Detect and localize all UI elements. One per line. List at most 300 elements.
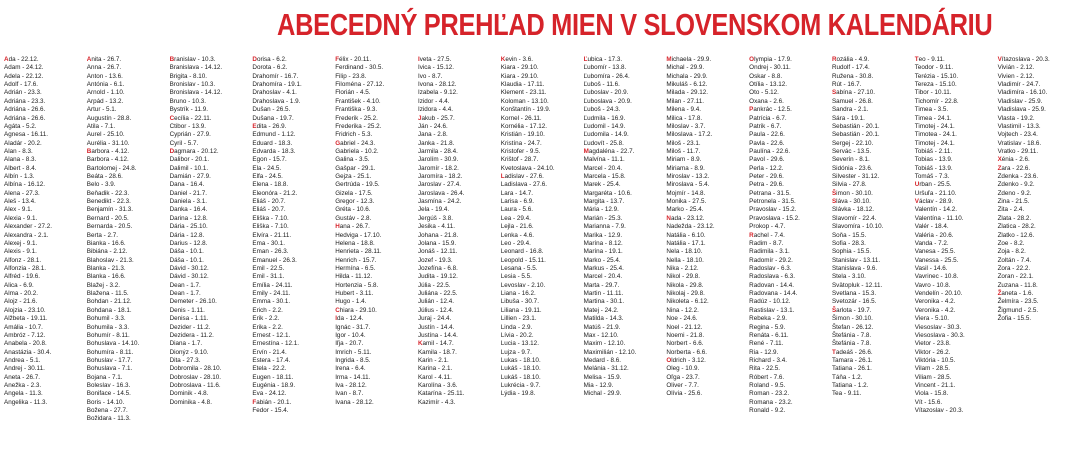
name-entry: Alma - 20.2. [4,290,38,298]
name-entry: Dáša - 10.1. [169,248,204,256]
name-entry: Slavomír - 22.4. [831,214,877,222]
name-entry: Radovana - 14.4. [749,290,798,298]
name-entry: Samuel - 26.8. [831,97,873,105]
name-entry: Olympia - 17.9. [749,56,792,63]
name-entry: Benjamín - 31.3. [86,206,133,214]
name-entry: Vratko - 29.11. [997,147,1039,155]
name-entry: Miloš - 11.7. [666,147,701,155]
name-entry: Jana - 2.8. [417,131,448,139]
name-entry: Imrich - 5.11. [335,348,372,356]
name-entry: Štefánia - 7.8. [831,340,872,348]
name-entry: Vasil - 14.6. [914,264,948,272]
name-entry: Viera - 5.10. [914,315,949,323]
name-entry: Roland - 9.5. [749,382,786,390]
name-entry: Noel - 21.12. [666,323,703,331]
name-entry: Elena - 18.8. [252,181,289,189]
name-entry: Bernarda - 20.5. [86,223,133,231]
name-entry: Valentína - 11.10. [914,214,964,222]
name-entry: Matej - 24.2. [583,306,619,314]
name-entry: Aleš - 13.4. [4,198,36,206]
name-entry: Norberta - 6.6. [666,348,707,356]
name-entry: Pankrác - 12.5. [749,106,792,114]
name-entry: Tobiáš - 2.11. [914,147,953,155]
names-grid [4,56,1050,462]
name-entry: Regina - 5.9. [749,323,786,331]
name-entry: Eleonóra - 21.2. [252,189,298,197]
name-entry: Judita - 19.12. [417,273,458,281]
name-entry: Izabela - 9.12. [417,89,458,97]
name-entry: Eugénia - 18.9. [252,382,296,390]
name-entry: Vendelín - 20.10. [914,290,963,298]
name-entry: Hugo - 1.4. [335,298,367,306]
name-entry: Ema - 30.1. [252,239,285,247]
name-entry: Lucia - 13.12. [500,340,539,348]
name-entry: Vavrinec - 10.8. [914,273,959,281]
name-entry: Nika - 2.12. [666,264,699,272]
name-entry: Marko - 25.4. [583,256,621,264]
name-entry: Vivián - 2.12. [997,64,1035,72]
name-entry: Blažena - 11.5. [86,290,129,298]
name-entry: Bohumír - 8.11. [86,331,130,339]
name-entry: Malvína - 11.1. [583,156,625,164]
name-entry: Jakub - 25.7. [417,114,455,122]
name-entry: Václav - 28.9. [914,198,954,206]
name-entry: Arpád - 13.2. [86,97,124,105]
name-entry: Agáta - 5.2. [4,122,37,130]
name-entry: Natália - 6.10. [666,231,706,239]
name-entry: Radoslava - 6.3. [749,273,796,281]
name-entry: Leo - 29.4. [500,239,531,247]
name-entry: Emília - 24.11. [252,281,293,289]
name-entry: Vanessa - 25.5. [914,256,959,264]
name-entry: Dorisa - 6.2. [252,56,287,63]
name-entry: Pravoslav - 15.2. [749,206,797,214]
name-entry: Galina - 3.5. [335,156,370,164]
name-entry: Dagmara - 20.12. [169,147,219,155]
name-entry: Ladislava - 27.6. [500,181,547,189]
name-entry: Augustín - 28.8. [86,114,132,122]
name-entry: Zina - 21.5. [997,198,1030,206]
name-entry: Libuša - 30.7. [500,298,539,306]
name-entry: Diana - 1.7. [169,340,203,348]
name-entry: Bronislava - 14.12. [169,89,223,97]
name-entry: Benedikt - 22.3. [86,198,131,206]
name-entry: Tobiáš - 13.9. [914,164,953,172]
name-entry: Štefánia - 7.8. [831,331,872,339]
name-entry: Dean - 1.7. [169,290,201,298]
name-entry: Kamila - 18.7. [417,348,457,356]
name-entry: Chiara - 29.10. [335,306,377,314]
name-entry: Timea - 24.1. [914,114,952,122]
name-entry: Ľudomila - 14.9. [583,131,629,139]
name-entry: Dobroslava - 11.6. [169,382,221,390]
name-entry: Bohuslava - 7.1. [86,365,133,373]
name-entry: Marko - 25.4. [666,206,704,214]
name-entry: Radoslav - 6.3. [749,264,792,272]
name-entry: Alfréd - 19.6. [4,273,41,281]
name-entry: Alojzia - 23.10. [4,306,46,314]
name-entry: Sabína - 27.10. [831,89,876,97]
name-entry: Marcel - 20.4. [583,164,623,172]
name-column [832,56,915,462]
name-entry: Miloš - 23.1. [666,139,701,147]
name-entry: Sidónia - 23.6. [831,164,873,172]
name-entry: Justín - 14.4. [417,323,455,331]
name-entry: Rozália - 4.9. [831,56,870,63]
name-entry: Rita - 22.5. [749,365,780,373]
name-entry: Ivo - 8.7. [417,72,443,80]
name-entry: Štefan - 26.12. [831,323,874,331]
name-column [998,56,1080,462]
name-entry: Lillien - 23.1. [500,315,537,323]
name-entry: Edmund - 1.12. [252,131,296,139]
name-entry: Bystrík - 11.9. [169,106,208,114]
name-entry: Nikolaj - 29.8. [666,290,705,298]
name-entry: Bohumila - 3.3. [86,323,130,331]
name-entry: Nikola - 29.8. [666,281,704,289]
name-entry: Patrícia - 6.7. [749,114,787,122]
name-entry: Egon - 15.7. [252,156,287,164]
name-entry: Stanislav - 13.11. [831,256,881,264]
name-entry: Izidora - 4.4. [417,106,453,114]
name-entry: Kevin - 3.6. [500,56,533,63]
name-entry: Antónia - 6.1. [86,81,125,89]
name-entry: Svetozár - 16.5. [831,298,877,306]
name-entry: Pravoslava - 15.2. [749,214,800,222]
name-entry: Marína - 8.12. [583,239,623,247]
name-entry: Marta - 29.7. [583,281,620,289]
name-entry: Alan - 8.3. [4,147,33,155]
name-entry: Anabela - 20.8. [4,340,47,348]
name-entry: Ladislav - 27.6. [500,173,544,181]
name-entry: Valéria - 20.6. [914,231,954,239]
name-entry: Kiara - 29.10. [500,64,539,72]
name-entry: Ervín - 21.4. [252,348,287,356]
name-entry: Eliška - 7.10. [252,223,289,231]
name-entry: Nikoleta - 6.12. [666,298,709,306]
name-entry: Blažej - 3.2. [86,281,121,289]
name-entry: Petronela - 31.5. [749,198,796,206]
name-entry: Adriána - 23.3. [4,97,46,105]
name-entry: Ivana - 28.12. [335,398,374,406]
name-entry: Lukáš - 18.10. [500,365,541,373]
name-entry: Oskar - 8.8. [749,72,783,80]
name-entry: Melánia - 31.12. [583,365,629,373]
name-entry: Žigmund - 2.5. [997,306,1039,314]
name-entry: Darina - 12.8. [169,214,208,222]
name-entry: Ingrida - 8.5. [335,356,371,364]
name-entry: Adam - 24.12. [4,64,44,72]
name-entry: Július - 12.4. [417,306,454,314]
name-entry: Monika - 27.5. [666,198,707,206]
name-entry: Edvarda - 18.3. [252,147,296,155]
name-entry: Daniela - 3.1. [169,198,208,206]
name-entry: Gejza - 25.1. [335,173,372,181]
name-entry: Richard - 3.4. [749,356,787,364]
name-entry: Božena - 27.7. [86,407,128,415]
name-entry: Kamil - 14.7. [417,340,454,348]
name-column [252,56,335,462]
name-entry: Severín - 8.1. [831,156,870,164]
name-entry: Oldrich - 3.12. [666,356,706,364]
name-entry: Alexandra - 2.1. [4,231,49,239]
name-entry: Kvetoslava - 24.10. [500,164,555,172]
name-entry: Bronislav - 10.3. [169,81,216,89]
name-entry: Blanka - 16.6. [86,273,126,281]
name-entry: Ivica - 15.12. [417,64,455,72]
name-entry: Anton - 13.6. [86,72,123,80]
name-entry: Ľudmila - 16.9. [583,114,626,122]
name-entry: Ivona - 28.12. [417,81,457,89]
name-entry: Erik - 2.2. [252,315,280,323]
name-entry: Nikol - 29.8. [666,273,700,281]
name-entry: Ľudomil - 14.9. [583,122,626,130]
name-entry: Viktor - 26.2. [914,348,951,356]
name-entry: Etela - 22.2. [252,365,287,373]
name-entry: Tea - 9.11. [831,390,862,398]
name-entry: Gréta - 10.6. [335,206,371,214]
name-entry: Šimon - 30.10. [831,189,873,197]
name-entry: Vratislav - 18.6. [997,139,1042,147]
name-entry: Valentín - 14.2. [914,206,958,214]
name-entry: Šimon - 30.10. [831,315,873,323]
name-entry: Kornélia - 17.12. [500,122,547,130]
name-entry: René - 7.11. [749,340,784,348]
name-entry: Oto - 5.12. [749,89,779,97]
name-entry: Eugen - 18.11. [252,373,294,381]
name-entry: Vladimír - 24.7. [997,81,1041,89]
name-entry: Olívia - 25.6. [666,390,703,398]
name-entry: Viliam - 28.5. [914,373,952,381]
name-entry: Veronika - 4.2. [914,306,956,314]
name-entry: Martina - 30.1. [583,298,625,306]
name-entry: Matúš - 21.9. [583,323,621,331]
name-entry: Timotej - 24.1. [914,122,955,130]
name-entry: Sára - 19.1. [831,114,865,122]
name-entry: Tatiana - 1.2. [831,382,869,390]
name-entry: Atila - 7.1. [86,122,116,130]
name-entry: Alžbeta - 19.11. [4,315,48,323]
name-entry: Tadeáš - 26.6. [831,348,873,356]
name-entry: Paulína - 22.6. [749,147,791,155]
name-entry: Sophia - 15.5. [831,248,872,256]
name-entry: Hedviga - 17.10. [335,231,382,239]
name-entry: František - 4.10. [335,97,381,105]
name-entry: Xénia - 2.6. [997,156,1030,164]
name-entry: Dušan - 26.5. [252,106,291,114]
name-entry: Ľuboslava - 20.9. [583,97,632,105]
name-column [749,56,832,462]
name-entry: Noe - 24.6. [666,315,698,323]
name-entry: Mojmír - 14.8. [666,189,706,197]
name-entry: Danka - 16.4. [169,206,208,214]
name-entry: Veronika - 4.2. [914,298,956,306]
name-entry: Žofia - 15.5. [997,315,1032,323]
name-column [170,56,253,462]
name-column [666,56,749,462]
name-entry: Vietor - 23.8. [914,340,951,348]
name-entry: Nadežda - 23.12. [666,223,715,231]
name-entry: Ferdinand - 30.5. [335,64,384,72]
name-entry: Tichomír - 22.8. [914,97,959,105]
name-entry: Teodor - 9.11. [914,64,954,72]
name-entry: Igor - 10.4. [335,331,366,339]
name-entry: Alexander - 27.2. [4,223,52,231]
name-entry: Amália - 10.7. [4,323,43,331]
name-entry: Perla - 12.2. [749,164,784,172]
name-entry: Bojana - 7.1. [86,373,123,381]
name-entry: Vivien - 2.12. [997,72,1035,80]
name-entry: Eva - 24.12. [252,390,287,398]
name-entry: Ida - 12.4. [335,315,364,323]
name-entry: Blanka - 21.3. [86,264,126,272]
name-entry: Damián - 27.9. [169,173,211,181]
name-entry: Kristofer - 9.5. [500,147,541,155]
name-entry: Michaela - 29.9. [666,56,712,63]
name-entry: Júlia - 22.5. [417,281,451,289]
name-entry: Juliána - 22.5. [417,290,458,298]
name-entry: Timea - 3.5. [914,106,949,114]
name-entry: Matilda - 14.3. [583,315,624,323]
name-entry: Izidor - 4.4. [417,97,450,105]
name-entry: Janka - 21.8. [417,139,455,147]
name-entry: Radúz - 10.12. [749,298,791,306]
name-entry: Brigita - 8.10. [169,72,208,80]
name-entry: Bruno - 10.3. [169,97,206,105]
name-entry: Andrej - 30.11. [4,365,45,373]
name-entry: Liana - 16.2. [500,290,536,298]
name-entry: Vojtech - 23.4. [997,131,1038,139]
name-entry: Gabriel - 24.3. [335,139,376,147]
name-entry: Adrián - 23.3. [4,89,42,97]
name-entry: Milica - 17.8. [666,114,703,122]
name-entry: Boniface - 14.5. [86,390,131,398]
name-entry: Ernestína - 12.1. [252,340,299,348]
name-entry: Hana - 26.7. [335,223,370,231]
name-entry: Uršuľa - 21.10. [914,189,957,197]
name-entry: Alex - 9.1. [4,206,33,214]
name-column [915,56,998,462]
name-entry: Lea - 29.4. [500,214,531,222]
name-entry: Vanda - 7.2. [914,239,949,247]
name-entry: Miroslava - 5.4. [666,181,710,189]
name-entry: Oliver - 7.7. [666,382,699,390]
name-entry: Kazimír - 4.3. [417,398,456,406]
name-entry: Valér - 18.4. [914,223,949,231]
name-entry: Eman - 26.3. [252,248,289,256]
name-column [87,56,170,462]
name-entry: Klaudia - 17.11. [500,81,545,89]
name-entry: Drahoslav - 4.1. [252,89,297,97]
name-column [4,56,87,462]
name-entry: Denisa - 1.11. [169,315,209,323]
name-entry: Jaromíra - 18.2. [417,173,463,181]
name-entry: Timotea - 24.1. [914,131,957,139]
name-entry: Hortenzia - 5.8. [335,281,379,289]
name-entry: Lukáš - 18.10. [500,373,541,381]
name-entry: Božidara - 11.3. [86,415,131,423]
name-entry: Ernest - 12.1. [252,331,291,339]
name-entry: Ronald - 9.2. [749,407,786,415]
name-entry: Kiara - 29.10. [500,72,539,80]
name-entry: Bohumíra - 8.11. [86,348,134,356]
name-entry: Bohdana - 18.1. [86,306,132,314]
name-entry: Slavomíra - 10.10. [831,223,884,231]
name-entry: Anastázia - 30.4. [4,348,52,356]
name-entry: Dalibor - 20.1. [169,156,210,164]
name-entry: Emily - 24.11. [252,290,291,298]
name-entry: Nada - 23.12. [666,214,705,222]
name-entry: Dean - 1.7. [169,281,201,289]
name-entry: Dáša - 10.1. [169,256,204,264]
name-entry: Karina - 2.1. [417,365,453,373]
name-entry: Margaréta - 10.6. [583,189,632,197]
name-entry: Albína - 16.12. [4,181,45,189]
name-entry: Timotej - 24.1. [914,139,955,147]
name-entry: Zdeno - 9.2. [997,189,1032,197]
name-entry: Beňadik - 22.3. [86,189,130,197]
name-entry: Bartolomej - 24.8. [86,164,137,172]
name-entry: Erika - 2.2. [252,323,283,331]
name-entry: Miloslava - 17.2. [666,131,713,139]
name-entry: Oľga - 23.7. [666,373,700,381]
name-entry: Henrich - 15.7. [335,256,377,264]
name-entry: Dávid - 30.12. [169,273,209,281]
name-entry: Zora - 22.2. [997,264,1031,272]
name-entry: Marína - 19.1. [583,248,623,256]
name-entry: Karin - 2.1. [417,356,449,364]
name-entry: Eduard - 18.3. [252,139,293,147]
name-entry: Zoltán - 7.4. [997,256,1032,264]
name-entry: Tamara - 26.1. [831,356,873,364]
name-entry: Justína - 14.4. [417,331,458,339]
name-entry: Anežka - 2.3. [4,382,42,390]
name-entry: Nella - 18.10. [666,256,704,264]
name-entry: Sergej - 22.10. [831,139,874,147]
name-entry: Ľuboš - 24.3. [583,106,621,114]
name-entry: Milena - 9.4. [666,106,702,114]
name-entry: Pavla - 22.6. [749,139,785,147]
name-entry: Ján - 24.6. [417,122,448,130]
name-entry: Levoslav - 2.10. [500,281,546,289]
name-entry: Bohuslava - 14.10. [86,340,140,348]
name-entry: Lara - 14.7. [500,189,533,197]
name-entry: Henrieta - 28.11. [335,248,382,256]
name-entry: Anna - 26.7. [86,64,122,72]
name-entry: Vlastimil - 13.3. [997,122,1041,130]
name-entry: Vavro - 10.8. [914,281,951,289]
name-entry: Adriána - 26.6. [4,114,46,122]
name-entry: Viesoslav - 30.3. [914,323,962,331]
name-entry: Cyril - 5.7. [169,139,199,147]
name-entry: Dobroslav - 28.10. [169,373,222,381]
name-entry: Marián - 25.3. [583,214,623,222]
name-entry: Zoe - 8.2. [997,239,1025,247]
name-entry: Lukrécia - 9.7. [500,382,541,390]
name-entry: Filip - 23.8. [335,72,367,80]
name-entry: Linda - 2.9. [500,323,533,331]
name-entry: Mária - 12.9. [583,206,619,214]
name-entry: Jolana - 15.9. [417,239,457,247]
name-column [584,56,667,462]
name-entry: Lejla - 21.6. [500,223,534,231]
name-entry: Frederik - 25.2. [335,114,378,122]
name-entry: Bianka - 16.6. [86,239,126,247]
name-entry: Slávka - 18.12. [831,206,874,214]
name-entry: Fridrich - 5.3. [335,131,373,139]
name-entry: Dobromila - 28.10. [169,365,222,373]
name-entry: Fedor - 15.4. [252,407,289,415]
